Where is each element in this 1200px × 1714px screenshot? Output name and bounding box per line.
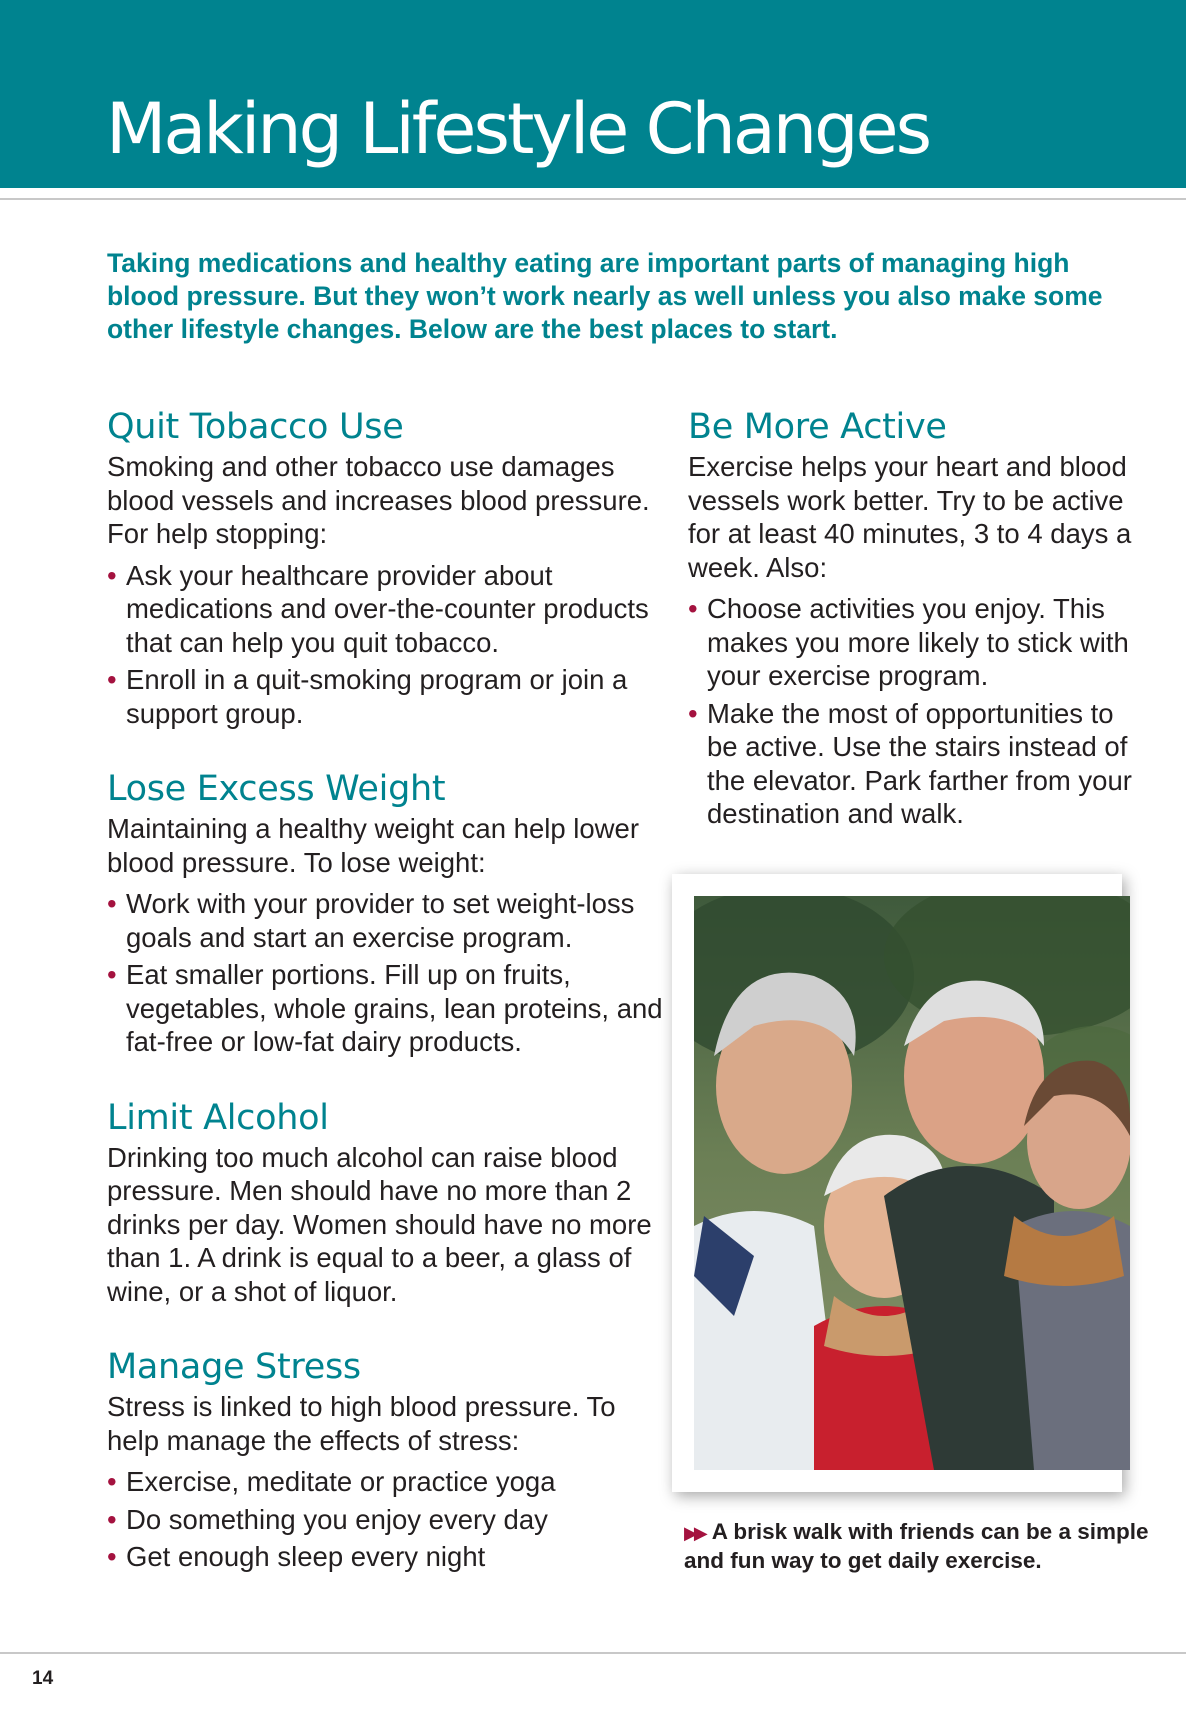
bullet-icon: •	[107, 1541, 117, 1572]
section-body: Maintaining a healthy weight can help lower blood pressure. To lose weight:	[107, 813, 639, 878]
bullet-icon: •	[688, 593, 698, 624]
bullet-list	[107, 887, 667, 1059]
page-title: Making Lifestyle Changes	[106, 88, 930, 170]
section-be-active	[688, 404, 1148, 831]
list-item-text: Eat smaller portions. Fill up on fruits, vegetables, whole grains, lean proteins, and fat-free or low-fat dairy products.	[126, 959, 663, 1057]
section-heading: Manage Stress	[107, 1347, 361, 1387]
footer-divider	[0, 1652, 1186, 1654]
bullet-icon: •	[688, 697, 698, 729]
header-divider	[0, 198, 1186, 200]
bullet-list	[107, 1465, 667, 1574]
bullet-icon: •	[107, 888, 117, 919]
list-item	[688, 697, 1148, 831]
list-item-text: Enroll in a quit-smoking program or join a support group.	[126, 664, 628, 729]
list-item	[688, 592, 1148, 693]
list-item-text: Make the most of opportunities to be active. Use the stairs instead of the elevator. Park farther from your destination and walk.	[707, 697, 1132, 829]
photo-caption-text: A brisk walk with friends can be a simple and fun way to get daily exercise.	[684, 1519, 1149, 1573]
bullet-icon: •	[107, 559, 117, 591]
list-item-text: Do something you enjoy every day	[126, 1503, 548, 1535]
left-column	[107, 404, 667, 1610]
intro-paragraph: Taking medications and healthy eating are important parts of managing high blood pressure. But they won’t work nearly as well unless you also make some other lifestyle changes. Below are the best places to start.	[107, 248, 1103, 344]
list-item-text: Choose activities you enjoy. This makes you more likely to stick with your exercise program.	[707, 593, 1129, 691]
right-column	[688, 404, 1148, 867]
section-limit-alcohol	[107, 1095, 667, 1309]
double-arrow-icon: ▶▶	[684, 1523, 704, 1543]
friends-walking-photo	[694, 896, 1130, 1470]
list-item	[107, 958, 667, 1059]
header-banner	[0, 0, 1186, 188]
section-heading: Lose Excess Weight	[107, 769, 446, 809]
bullet-list	[107, 559, 667, 731]
section-heading: Be More Active	[688, 407, 947, 447]
bullet-list	[688, 592, 1148, 831]
section-body: Exercise helps your heart and blood vessels work better. Try to be active for at least 40 minutes, 3 to 4 days a week. Also:	[688, 451, 1132, 583]
list-item-text: Work with your provider to set weight-loss goals and start an exercise program.	[126, 888, 635, 953]
list-item-text: Ask your healthcare provider about medications and over-the-counter products that can help you quit tobacco.	[126, 559, 649, 658]
bullet-icon: •	[107, 1503, 117, 1535]
list-item-text: Exercise, meditate or practice yoga	[126, 1466, 556, 1497]
bullet-icon: •	[107, 959, 117, 990]
section-heading: Quit Tobacco Use	[107, 407, 404, 447]
list-item	[107, 1540, 667, 1574]
list-item	[107, 887, 667, 954]
section-body: Drinking too much alcohol can raise blood pressure. Men should have no more than 2 drinks per day. Women should have no more than 1. A drink is equal to a beer, a glass of wine, or a shot of liquor.	[107, 1141, 652, 1307]
section-lose-weight	[107, 766, 667, 1059]
section-manage-stress	[107, 1344, 667, 1574]
list-item	[107, 559, 667, 660]
section-quit-tobacco	[107, 404, 667, 730]
photo-illustration	[694, 896, 1130, 1470]
photo-caption	[684, 1518, 1154, 1575]
list-item	[107, 1503, 667, 1537]
section-heading: Limit Alcohol	[107, 1097, 329, 1138]
bullet-icon: •	[107, 664, 117, 695]
bullet-icon: •	[107, 1466, 117, 1497]
photo-frame	[672, 874, 1122, 1492]
list-item	[107, 663, 667, 730]
list-item	[107, 1465, 667, 1499]
page-number: 14	[32, 1668, 54, 1689]
section-body: Smoking and other tobacco use damages blood vessels and increases blood pressure. For help stopping:	[107, 451, 650, 549]
section-body: Stress is linked to high blood pressure. To help manage the effects of stress:	[107, 1391, 616, 1456]
list-item-text: Get enough sleep every night	[126, 1541, 486, 1572]
